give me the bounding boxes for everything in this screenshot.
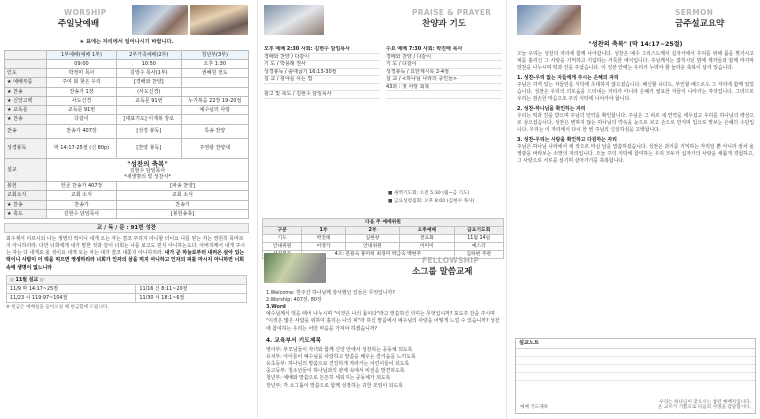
afternoon-row: 성경봉독 / 출애굽기 16:13-30절	[264, 69, 380, 77]
worship-column	[0, 0, 253, 419]
worship-preacher: 김현수 담임목사	[129, 167, 166, 174]
schedule-row	[7, 284, 247, 293]
duty-row	[263, 235, 504, 243]
row-cell: 주여 회 찾은 우리	[47, 78, 117, 87]
worship-subtitle: ★ 표에는 자리에서 일어나시기 바랍니다.	[79, 39, 174, 45]
worship-row	[5, 182, 249, 191]
fellowship-banner-en: FELLOWSHIP	[422, 256, 480, 265]
worship-sermon-title: "성찬의 축복"	[127, 159, 168, 168]
worship-photo-1	[132, 5, 188, 35]
row-label: 인도	[5, 69, 47, 78]
duty-header-row	[263, 227, 504, 235]
sermon-notes-box[interactable]	[515, 338, 756, 414]
row-cell	[181, 78, 248, 87]
row-label: ★ 찬송	[5, 200, 47, 209]
row-cell: [봉헌송축]	[117, 209, 249, 218]
row-cell: (사도신경)	[117, 87, 182, 96]
row-cell: 헌금 찬송가 407장	[47, 182, 117, 191]
row-cell: 찬송가	[47, 200, 117, 209]
sermon-banner-en: SERMON	[675, 8, 714, 17]
education-prayer-title: 4. 교육부서 기도제목	[266, 337, 322, 344]
wednesday-header: 수요 예배 7:30 사회: 박진태 목사	[386, 46, 502, 54]
praise-banner-en: PRAISE & PRAYER	[412, 8, 492, 17]
duty-cell: 박진태	[302, 235, 346, 243]
row-cell: 권혜원 전도	[181, 69, 248, 78]
schedule-cell: 11/16 신 8:11~20절	[136, 284, 247, 293]
fellowship-q3-body: 예수님께서 떡을 떼어 나누시며 "이것은 나의 몸이다"라고 말씀하신 의미는 무엇입니까? 포도주 잔을 주시며 "이것은 많은 사람을 위하여 흘리는 나의 피"라 하신 말씀에서 예수님의 사랑을 어떻게 느낄 수 있습니까? 성찬에 참여하는 우리는 어떤 마음을 가져야 하겠습니까?	[266, 311, 500, 332]
sermon-intro: 오늘 우리는 성찬의 자리에 함께 나아갑니다. 성찬은 예수 그리스도께서 십자가에서 우리를 위해 몸을 찢기시고 피를 흘리신 그 사랑을 기억하고 기념하는 거룩한 예식입니다. 주님께서는 잡히시던 밤에 제자들과 함께 마지막 만찬을 나누시며 떡과 잔을 주셨습니다. 이 성찬 안에는 우리가 누려야 할 놀라운 축복이 담겨 있습니다.	[517, 50, 754, 71]
row-cell: 찬송가	[117, 200, 249, 209]
row-cell: 교회 소식	[47, 191, 117, 200]
notes-footer-right: 우리는 하나님이 찾으시는 참된 예배자입니다. 온 교우가 기쁨으로 다음의 사명을 감당합시다.	[657, 399, 751, 411]
row-cell: 교독문 91번	[47, 106, 117, 115]
dawn-prayer-note: ■ 새벽기도회: 오전 5:30 (월~금 기도)	[388, 191, 470, 196]
worship-banner-title: 주일낮예배	[58, 19, 100, 29]
row-cell: 다같이	[47, 115, 117, 124]
afternoon-header: 오후 예배 2:30 사회: 김현수 담임목사	[264, 46, 380, 54]
worship-row	[5, 69, 249, 78]
row-label: 성경봉독	[5, 138, 47, 158]
duty-row	[263, 243, 504, 251]
worship-col-3: 청년부(3부)	[181, 50, 248, 59]
row-label: ★ 축도	[5, 209, 47, 218]
sermon-point-title: 2. 성찬-하나님을 확인하는 자리	[517, 105, 586, 112]
sermon-point-body: 우리는 떡과 잔을 받으며 주님의 언약을 확인합니다. 주님은 그 피로 새 언약을 세우셨고 우리를 하나님의 백성으로 삼으셨습니다. 성찬은 변하지 않는 하나님의 약속을 눈으로 보고 손으로 만지며 입으로 맛보는 은혜의 수단입니다. 우리는 이 자리에서 다시 한 번 주님의 신실하심을 고백합니다.	[517, 112, 754, 133]
worship-times-row	[5, 59, 249, 68]
fellowship-q2: 2.Worship: 407장, 80장	[266, 297, 322, 304]
prayer-item: 중고등부: 청소년들이 하나님과의 관계 속에서 비전을 발견하도록	[266, 368, 405, 375]
wednesday-row: 43과 : 첫 사랑 회복	[386, 84, 502, 92]
worship-time-1: 09:00	[47, 59, 117, 68]
prayer-item: 장년부: 각 소그룹이 말씀으로 함께 성장하는 귀한 모임이 되도록	[266, 382, 403, 389]
duty-cell: 예스더	[454, 243, 504, 251]
duty-cell: 11월 14일	[454, 235, 504, 243]
sermon-banner-title: 금주설교요약	[675, 19, 725, 29]
row-cell	[181, 87, 248, 96]
worship-order-table	[4, 50, 249, 220]
praise-banner	[262, 3, 502, 37]
sermon-column	[511, 0, 760, 419]
row-label: ★ 찬송	[5, 115, 47, 124]
duty-title: 다음 주 예배위원	[263, 219, 504, 227]
schedule-row	[7, 293, 247, 302]
row-cell: 누가복음 22장 19-20절	[181, 96, 248, 105]
sermon-cell	[47, 158, 249, 182]
wednesday-row: 설 교 / <하나님 나라의 중인들>	[386, 76, 502, 84]
worship-row	[5, 191, 249, 200]
duty-cell: 김하현 주관	[454, 251, 504, 259]
row-cell: 김현수 담임목사	[47, 209, 117, 218]
note-line	[516, 365, 755, 373]
duty-cell: 전요화	[400, 235, 454, 243]
row-cell: 특송 찬양	[181, 124, 248, 138]
reading-bold-2: 너희가 인자의 살을 먹지 아니하고 인자의 피를 마시지 아니하면 너희 속에 생명이 없느니라	[6, 257, 244, 271]
sermon-schedule-table	[6, 275, 247, 303]
wednesday-service-box	[386, 46, 502, 99]
fellowship-photo	[264, 253, 326, 283]
sermon-body	[517, 51, 754, 165]
row-label: ★ 교독문	[5, 106, 47, 115]
afternoon-row: 설 교 / 광야를 사는 법	[264, 76, 380, 84]
row-label: ★ 찬송	[5, 87, 47, 96]
row-cell: 김영수 목사(1부)	[117, 69, 182, 78]
responsive-reading-text	[6, 236, 247, 272]
row-label: 봉헌	[5, 182, 47, 191]
row-cell: [성경 봉독]	[117, 124, 182, 138]
sermon-photo	[517, 5, 581, 35]
worship-col-2: 2부가족예배(2부)	[117, 50, 182, 59]
afternoon-service-box	[264, 46, 380, 99]
worship-time-3: 오후 1:30	[181, 59, 248, 68]
duty-cell: 기도	[263, 235, 302, 243]
prayer-meeting-notes	[388, 190, 504, 205]
reading-body: 최수제서 이르시되 나는 생명의 떡이니 내게 오는 자는 결코 주리지 아니할 터이요 나를 믿는 자는 영원히 목마르지 아니하리라. 다만 너희에게 내가 말한 것과 같이 너희는 나를 보고도 믿지 아니하는도다. 아버지께서 내게 주시는 자는 다 내게로 올 것이요 내게 오는 자는 내가 결코 내쫓지 아니하리라.	[6, 236, 246, 257]
duty-cell: 심현창	[345, 235, 399, 243]
worship-banner-en: WORSHIP	[64, 8, 107, 17]
note-line	[516, 373, 755, 381]
note-line	[516, 357, 755, 365]
sermon-title: "성찬의 축복" (막 14:17~25절)	[588, 41, 683, 48]
fellowship-content	[266, 290, 502, 390]
praise-column	[257, 0, 507, 419]
schedule-cell: 11/23 시 119:97~104절	[7, 293, 136, 302]
sermon-point-title: 3. 성찬-우리는 사랑을 확인하고 다짐하는 자리	[517, 136, 617, 143]
note-line	[516, 349, 755, 357]
friday-prayer-note: ■ 금요성령집회: 오후 8:00 (김현수 목사)	[388, 198, 475, 204]
worship-row	[5, 96, 249, 105]
reading-bold-1: 내가 곧 하늘로부터 내려온 살아 있는 떡이니 사람이 이 떡을 먹으면 영생하리라	[6, 250, 245, 264]
worship-row	[5, 106, 249, 115]
worship-row	[5, 200, 249, 209]
worship-photo-2	[190, 5, 248, 35]
afternoon-row: 기 도 / 박용래 권사	[264, 61, 380, 69]
worship-col-1: 1부예배(예배 1부)	[47, 50, 117, 59]
duty-col: 구분	[263, 227, 302, 235]
worship-row	[5, 124, 249, 138]
row-label: 설교	[5, 158, 47, 182]
afternoon-row: 광고 및 축도 / 김현수 담임목사	[264, 91, 380, 99]
prayer-item: 영아부: 부모님들이 자녀와 함께 신앙 안에서 성장하는 공동체 되도록	[266, 347, 413, 354]
row-cell: 찬송가 407장	[47, 124, 117, 138]
duty-cell: 미미이	[400, 243, 454, 251]
worship-banner	[4, 3, 249, 37]
duty-col: 1부	[302, 227, 346, 235]
row-cell: [경배와 찬양]	[117, 78, 182, 87]
duty-cell: 이영가	[302, 243, 346, 251]
fellowship-banner-title: 소그룹 말씀교제	[412, 267, 473, 277]
schedule-cell: 11/30 시 18:1~6절	[136, 293, 247, 302]
duty-cell: 4조: 문용숙 홍미희 최경미 박금숙 백현주	[302, 251, 454, 259]
row-cell: 주영광 찬양대	[181, 138, 248, 158]
prayer-item: 유치부: 아이들이 예수님을 사랑하고 말씀을 배우는 즐거움을 느끼도록	[266, 354, 416, 361]
worship-sermon-note: *새생명의 빛 성찬식*	[124, 173, 171, 180]
row-cell: 예수님의 사랑	[181, 106, 248, 115]
row-cell	[181, 115, 248, 124]
afternoon-row: 경배와 찬양 / 다같이	[264, 54, 380, 62]
worship-header-row	[5, 50, 249, 59]
wednesday-row: 경배와 찬양 / 다같이	[386, 54, 502, 62]
prayer-item: 청년부: 예배와 말씀으로 든든히 세워지는 공동체가 되도록	[266, 375, 391, 382]
worship-row	[5, 78, 249, 87]
fellowship-q1: 1.Welcome: 한주간 하나님께 감사했던 일들은 무엇입니까?	[266, 290, 395, 296]
worship-col-0	[5, 50, 47, 59]
responsive-reading-bar: 교 / 독 / 문 : 91번 성찬	[4, 223, 249, 233]
row-cell: 박정미 목사	[47, 69, 117, 78]
row-cell: 교회 소식	[117, 191, 249, 200]
row-label: 교회소식	[5, 191, 47, 200]
fellowship-banner	[262, 251, 504, 285]
schedule-cell: 11/9 막 14:17~25절	[7, 284, 136, 293]
row-cell: [파송 찬양]	[117, 182, 249, 191]
worship-row	[5, 115, 249, 124]
row-cell: 찬송가 1장	[47, 87, 117, 96]
praise-banner-title: 찬양과 기도	[422, 19, 467, 29]
row-cell: 교독문 91번	[117, 96, 182, 105]
prayer-item: 유초등부: 하나님의 말씀으로 건강하게 자라가는 어린이들이 되도록	[266, 361, 410, 368]
row-cell: 사도신경	[47, 96, 117, 105]
wednesday-row	[386, 91, 502, 99]
worship-sermon-row	[5, 158, 249, 182]
sermon-point-body: 주님은 하나님 나라에서 새 것으로 마실 날을 말씀하셨습니다. 성찬은 과거를 기억하는 자리일 뿐 아니라 장차 올 영광을 바라보는 소망의 자리입니다. 오늘 주의 식탁에 참여하는 우리 모두가 십자가의 사랑을 새롭게 경험하고, 그 사랑으로 서로를 섬기며 살아가기를 축복합니다.	[517, 143, 754, 164]
offering-footnote: ※ 헌금은 예배실을 들어오실 때 헌금함에 드립니다.	[6, 305, 109, 311]
notes-footer-left: 예배 기도제목	[520, 405, 549, 411]
worship-row	[5, 138, 249, 158]
wednesday-row: 성경봉독 / 요한계시록 2-4절	[386, 69, 502, 77]
row-label: ★ 예배부름	[5, 78, 47, 87]
row-label: 찬송	[5, 124, 47, 138]
sermon-notes-title: 설교노트	[516, 339, 755, 349]
duty-col: 오후예배	[400, 227, 454, 235]
row-cell: [찬양 봉독]	[117, 138, 182, 158]
duty-col: 금요기도회	[454, 227, 504, 235]
sermon-banner	[515, 3, 756, 37]
schedule-title: ◇ 11월 설교 ◇	[7, 275, 247, 284]
worship-row	[5, 87, 249, 96]
row-label: ★ 신앙고백	[5, 96, 47, 105]
row-cell: [대표기도] 이재복 장로	[117, 115, 182, 124]
fellowship-q3: 3.Word	[266, 304, 286, 311]
worship-row	[5, 209, 249, 218]
duty-cell: 안내위원	[345, 243, 399, 251]
wednesday-row: 기 도 / 다같이	[386, 61, 502, 69]
praise-photo	[264, 5, 324, 35]
sermon-point-title: 1. 성찬-우리 없는 자들에게 주시는 은혜의 자리	[517, 74, 619, 81]
afternoon-row	[264, 84, 380, 92]
sermon-point-body: 주님은 자격 있는 자들만을 식탁에 초대하지 않으셨습니다. 배신할 유다도, 부인할 베드로도 그 자리에 함께 있었습니다. 성찬은 우리의 의로움을 드러내는 자리가 아니라 은혜가 필요한 자들이 나아가는 자리입니다. 그러므로 우리는 겸손한 마음으로 주의 식탁에 나아가야 합니다.	[517, 81, 754, 102]
worship-time-2: 10:50	[117, 59, 182, 68]
duty-col: 2부	[345, 227, 399, 235]
row-cell: 막 14:17-25절 (신 80p)	[47, 138, 117, 158]
worship-time-0	[5, 59, 47, 68]
duty-cell: 안내위원	[263, 243, 302, 251]
row-cell	[117, 106, 182, 115]
